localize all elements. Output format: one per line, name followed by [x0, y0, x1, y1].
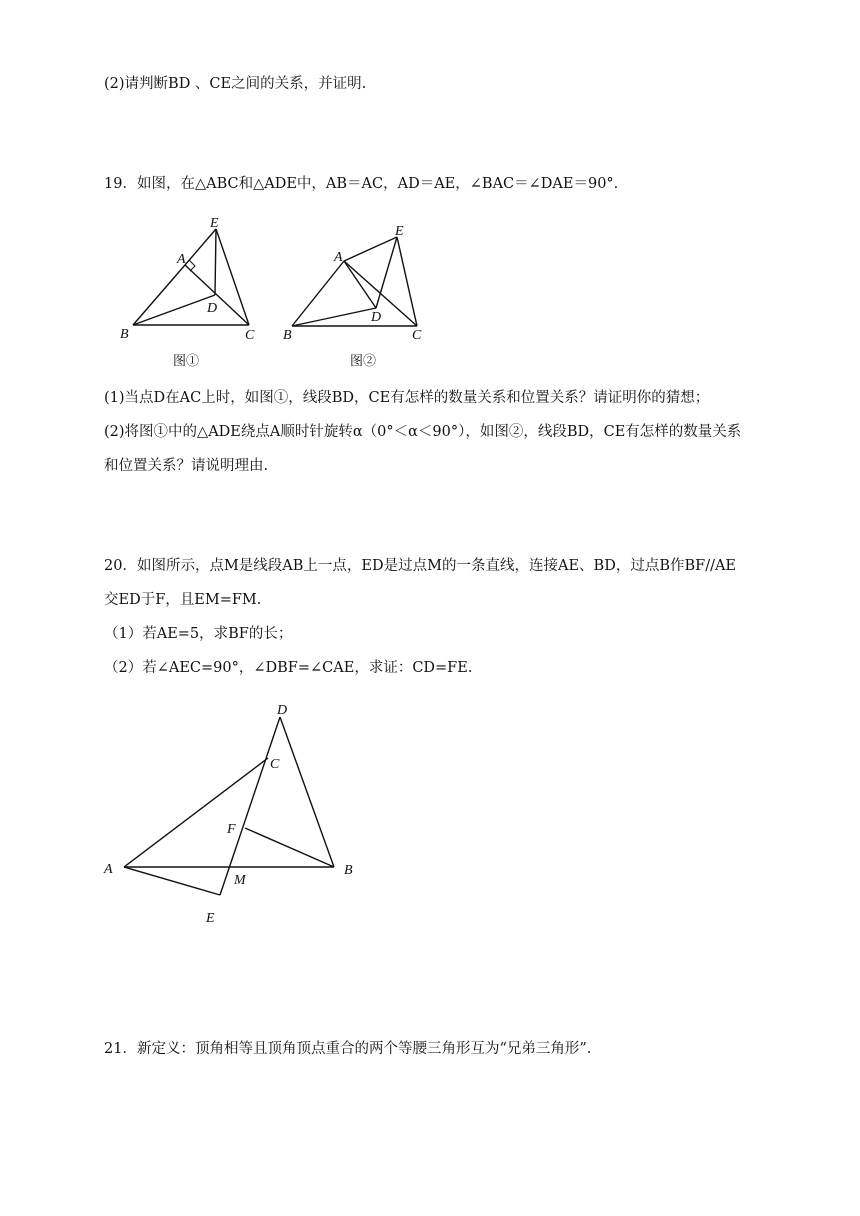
q20-stem-line1: 20．如图所示，点M是线段AB上一点，ED是过点M的一条直线，连接AE、BD，过点B作BF//AE — [104, 558, 737, 574]
q20-label-a: A — [104, 862, 113, 877]
fig2-label-e: E — [395, 224, 404, 239]
q19-part2-line1: (2)将图①中的△ADE绕点A顺时针旋转α（0°＜α＜90°），如图②，线段BD，CE有怎样的数量关系 — [104, 424, 742, 440]
fig1-seg-ed — [215, 229, 216, 295]
q20-stem-line2: 交ED于F，且EM=FM. — [104, 592, 262, 608]
q20-seg-ac — [124, 758, 268, 867]
fig2-label-a: A — [334, 250, 343, 265]
fig2-caption: 图② — [350, 353, 377, 368]
fig1-label-a: A — [177, 252, 186, 267]
q20-seg-db — [280, 717, 334, 867]
fig1-label-e: E — [210, 216, 219, 231]
q20-part2: （2）若∠AEC=90°，∠DBF=∠CAE，求证：CD=FE. — [104, 660, 473, 676]
fig2-label-d: D — [371, 310, 382, 325]
fig1-label-d: D — [207, 301, 218, 316]
q20-part1: （1）若AE=5，求BF的长； — [104, 626, 293, 642]
fig1-label-c: C — [245, 328, 255, 343]
q19-stem: 19．如图，在△ABC和△ADE中，AB＝AC，AD＝AE，∠BAC＝∠DAE＝90°. — [104, 176, 619, 192]
fig1-label-b: B — [120, 327, 129, 342]
q20-label-m: M — [234, 873, 246, 888]
fig1-seg-ae — [185, 229, 216, 265]
q20-label-b: B — [344, 863, 353, 878]
q21-stem: 21．新定义：顶角相等且顶角顶点重合的两个等腰三角形互为“兄弟三角形”. — [104, 1041, 592, 1057]
q20-figure — [100, 695, 370, 935]
fig1-seg-ec — [216, 229, 249, 325]
q19-figure-2 — [280, 215, 440, 375]
q20-seg-ed — [220, 717, 280, 895]
q20-segments — [124, 717, 334, 895]
fig1-caption: 图① — [173, 353, 200, 368]
q19-part2-line2: 和位置关系？请说明理由. — [104, 458, 269, 474]
q19-figure-1 — [115, 215, 275, 375]
fig2-label-b: B — [283, 328, 292, 343]
q20-label-e: E — [206, 911, 215, 926]
fig1-segments — [133, 229, 249, 325]
q20-label-c: C — [270, 757, 280, 772]
q19-part1: (1)当点D在AC上时，如图①，线段BD，CE有怎样的数量关系和位置关系？请证明你的猜想； — [104, 390, 710, 406]
fig2-segments — [292, 237, 417, 326]
fig2-label-c: C — [412, 328, 422, 343]
fig2-seg-de — [376, 237, 397, 308]
fig2-seg-ae — [344, 237, 397, 261]
q20-seg-fb — [245, 828, 334, 867]
q20-label-d: D — [277, 703, 288, 718]
q18-part2-text: (2)请判断BD 、CE之间的关系，并证明. — [104, 76, 367, 92]
q20-seg-ae — [124, 867, 220, 895]
q20-label-f: F — [227, 822, 236, 837]
fig2-seg-ec — [397, 237, 417, 326]
